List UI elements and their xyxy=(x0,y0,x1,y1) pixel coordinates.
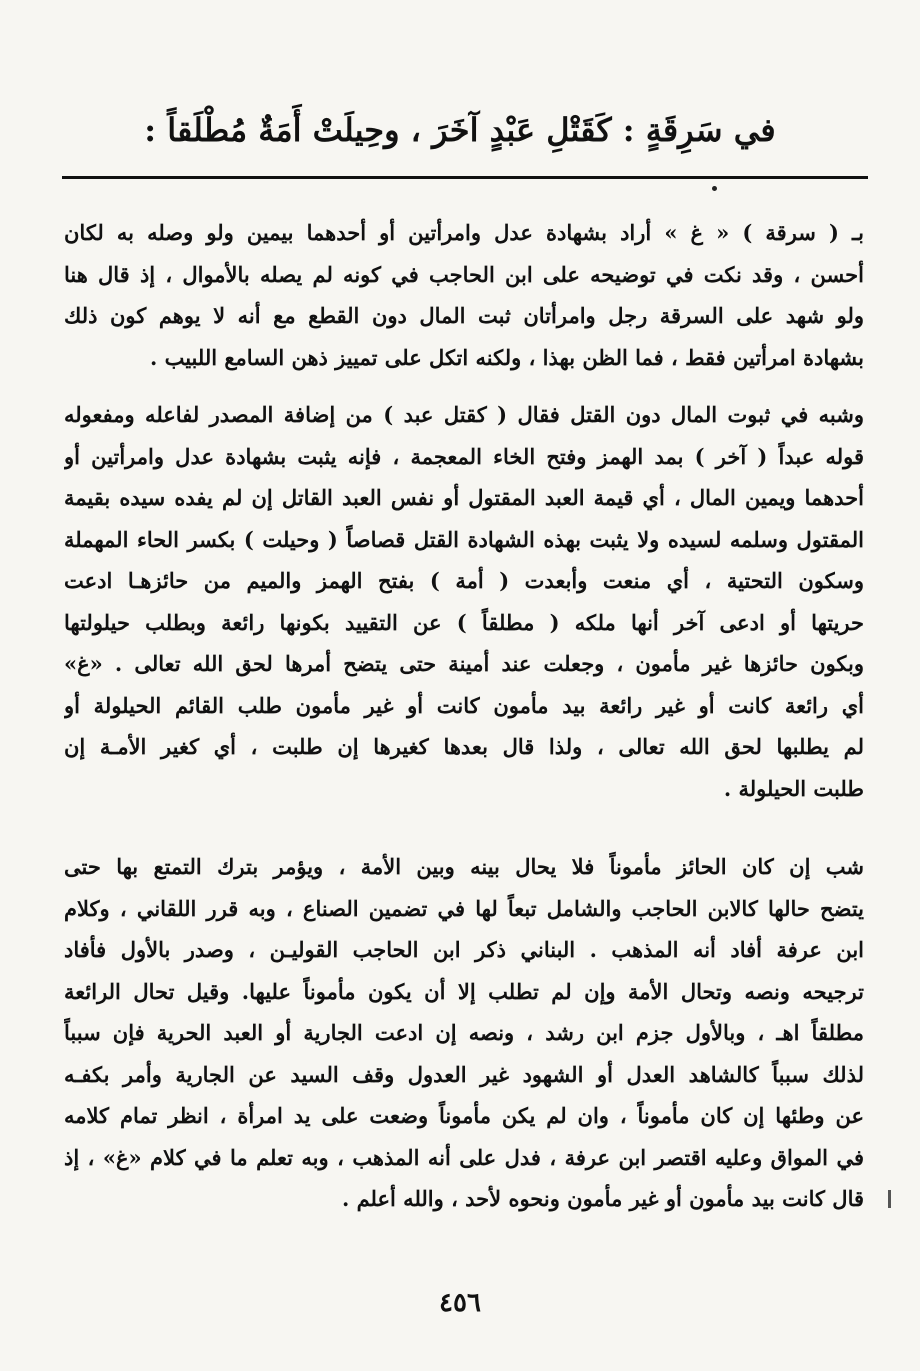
ink-dot xyxy=(712,186,717,191)
text-line: وسكون التحتية ، أي منعت وأبعدت ( أمة ) بفتح الهمز والميم من حائزهـا ادعت xyxy=(64,568,864,593)
text-line: وبكون حائزها غير مأمون ، وجعلت عند أمينة حتى يتضح أمرها لحق الله تعالى . «غ» xyxy=(64,651,864,676)
text-line: بـ ( سرقة ) « غ » أراد بشهادة عدل وامرأتين أو أحدهما بيمين ولو وصله به لكان xyxy=(64,220,864,245)
text-line: طلبت الحيلولة . xyxy=(723,775,864,801)
text-line: شب إن كان الحائز مأموناً فلا يحال بينه وبين الأمة ، ويؤمر بترك التمتع بها حتى xyxy=(64,854,864,879)
text-line: لم يطلبها لحق الله تعالى ، ولذا قال بعدها كغيرها إن طلبت ، أي كغير الأمـة إن xyxy=(64,734,864,759)
text-line: أي رائعة كانت أو غير رائعة بيد مأمون كانت أو غير مأمون طلب القائم الحيلولة أو xyxy=(64,692,864,718)
paragraph-1 xyxy=(64,212,864,378)
text-line: قال كانت بيد مأمون أو غير مأمون ونحوه لأحد ، والله أعلم . xyxy=(341,1186,864,1211)
text-line: بشهادة امرأتين فقط ، فما الظن بهذا ، ولكنه اتكل على تمييز ذهن السامع اللبيب . xyxy=(149,344,864,370)
paragraph-2 xyxy=(64,394,864,809)
text-line: وشبه في ثبوت المال دون القتل فقال ( كقتل عبد ) من إضافة المصدر لفاعله ومفعوله xyxy=(64,402,864,427)
text-line: ولو شهد على السرقة رجل وامرأتان ثبت المال دون القطع مع أنه لا يوهم كون ذلك xyxy=(64,303,864,328)
page-number: ٤٥٦ xyxy=(439,1288,481,1318)
text-line: في المواق وعليه اقتصر ابن عرفة ، فدل على أنه المذهب ، وبه تعلم ما في كلام «غ» ، إذ xyxy=(64,1144,864,1170)
header-rule xyxy=(62,176,868,179)
page-header-title: في سَرِقَةٍ : كَقَتْلِ عَبْدٍ آخَرَ ، وحِيلَتْ أَمَةٌ مُطْلَقاً : xyxy=(144,111,776,149)
text-line: ابن عرفة أفاد أنه المذهب . البناني ذكر ابن الحاجب القوليـن ، وصدر بالأول فأفاد xyxy=(64,937,864,962)
text-line: أحسن ، وقد نكت في توضيحه على ابن الحاجب في كونه لم يصله بالأموال ، إذ قال هنا xyxy=(64,261,864,287)
text-line: حريتها أو ادعى آخر أنها ملكه ( مطلقاً ) عن التقييد بكونها رائعة وبطلب حيلولتها xyxy=(64,609,864,635)
text-line: مطلقاً اهـ ، وبالأول جزم ابن رشد ، ونصه إن ادعت الجارية أو العبد الحرية فإن سبباً xyxy=(64,1020,864,1045)
text-line: أحدهما ويمين المال ، أي قيمة العبد المقتول أو نفس العبد القاتل إن لم يفده سيده بقيمة xyxy=(64,485,864,510)
paragraph-3 xyxy=(64,846,864,1220)
text-line: ترجيحه ونصه وتحال الأمة وإن لم تطلب إلا أن يكون مأموناً عليها. وقيل تحال الرائعة xyxy=(64,978,864,1004)
text-line: يتضح حالها كالابن الحاجب والشامل تبعاً لها في تضمين الصناع ، وبه قرر اللقاني ، وكلام xyxy=(64,895,864,921)
margin-mark xyxy=(888,1190,891,1208)
text-line: لذلك سبباً كالشاهد العدل أو الشهود غير العدول وقف السيد عن الجارية وأمر بكفـه xyxy=(64,1061,864,1087)
text-line: عن وطئها إن كان مأموناً ، وان لم يكن مأموناً وضعت على يد امرأة ، انظر تمام كلامه xyxy=(64,1103,864,1128)
text-line: المقتول وسلمه لسيده ولا يثبت بهذه الشهادة القتل قصاصاً ( وحيلت ) بكسر الحاء المهملة xyxy=(64,526,864,552)
text-line: قوله عبداً ( آخر ) بمد الهمز وفتح الخاء المعجمة ، فإنه يثبت بشهادة عدل وامرأتين أو xyxy=(64,443,864,469)
